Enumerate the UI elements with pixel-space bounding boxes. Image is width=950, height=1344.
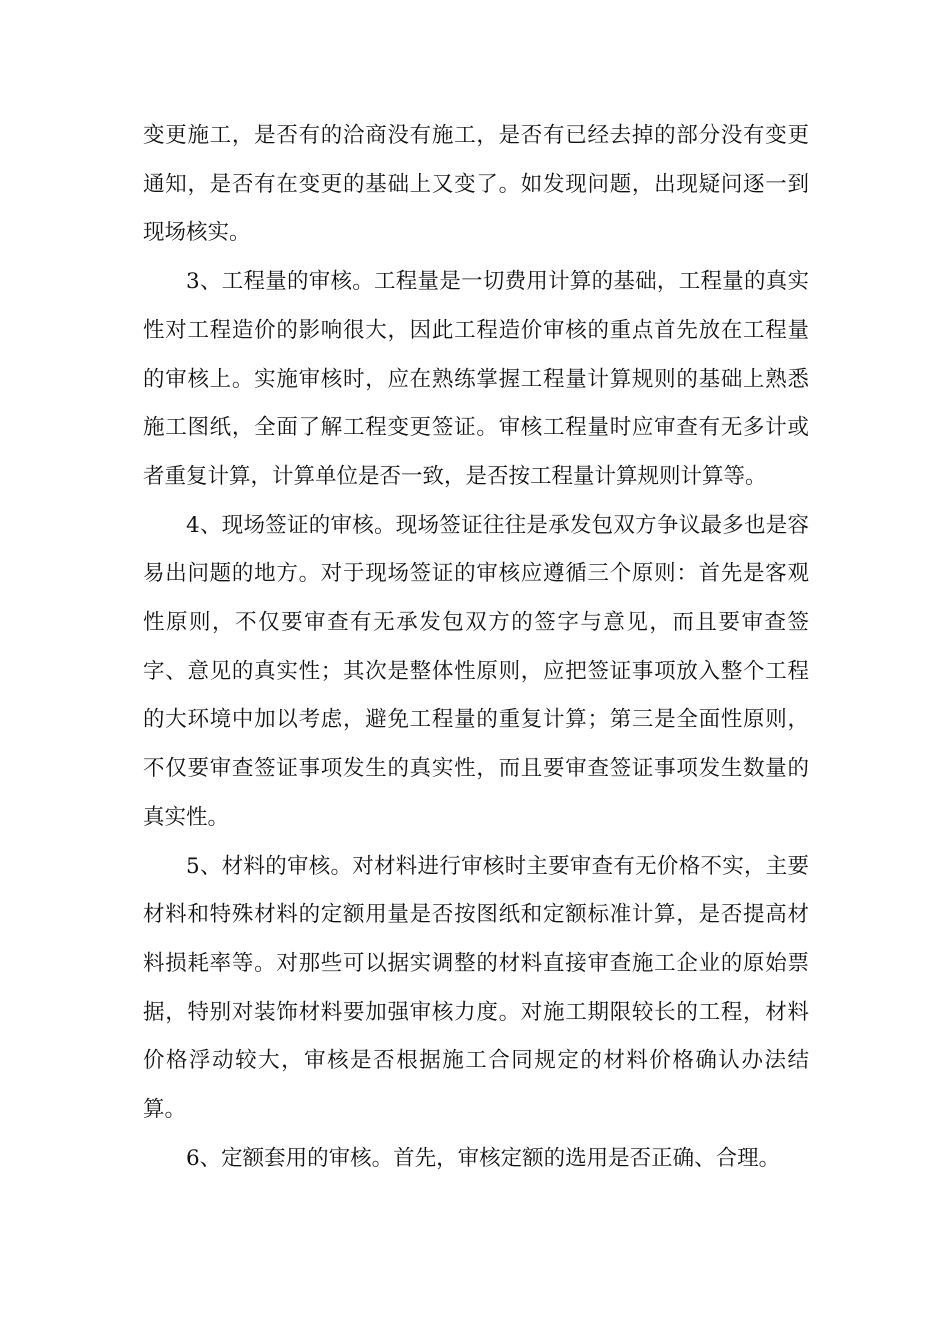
paragraph-material-audit: 5、材料的审核。对材料进行审核时主要审查有无价格不实，主要材料和特殊材料的定额用量是否按图纸和定额标准计算，是否提高材料损耗率等。对那些可以据实调整的材料直接审查施工企业的原始票据，特别对装饰材料要加强审核力度。对施工期限较长的工程，材料价格浮动较大，审核是否根据施工合同规定的材料价格确认办法结算。	[143, 853, 809, 1123]
paragraph-quantity-audit: 3、工程量的审核。工程量是一切费用计算的基础，工程量的真实性对工程造价的影响很大，因此工程造价审核的重点首先放在工程量的审核上。实施审核时，应在熟练掌握工程量计算规则的基础上熟悉施工图纸，全面了解工程变更签证。审核工程量时应审查有无多计或者重复计算，计算单位是否一致，是否按工程量计算规则计算等。	[143, 269, 809, 489]
paragraph-continued: 变更施工，是否有的洽商没有施工，是否有已经去掉的部分没有变更通知，是否有在变更的基础上又变了。如发现问题，出现疑问逐一到现场核实。	[143, 123, 809, 246]
body-text	[143, 112, 809, 1183]
paragraph-quota-audit: 6、定额套用的审核。首先，审核定额的选用是否正确、合理。	[186, 1145, 781, 1171]
paragraph-site-visa-audit: 4、现场签证的审核。现场签证往往是承发包双方争议最多也是容易出问题的地方。对于现场签证的审核应遵循三个原则：首先是客观性原则，不仅要审查有无承发包双方的签字与意见，而且要审查签字、意见的真实性；其次是整体性原则，应把签证事项放入整个工程的大环境中加以考虑，避免工程量的重复计算；第三是全面性原则，不仅要审查签证事项发生的真实性，而且要审查签证事项发生数量的真实性。	[143, 512, 809, 830]
